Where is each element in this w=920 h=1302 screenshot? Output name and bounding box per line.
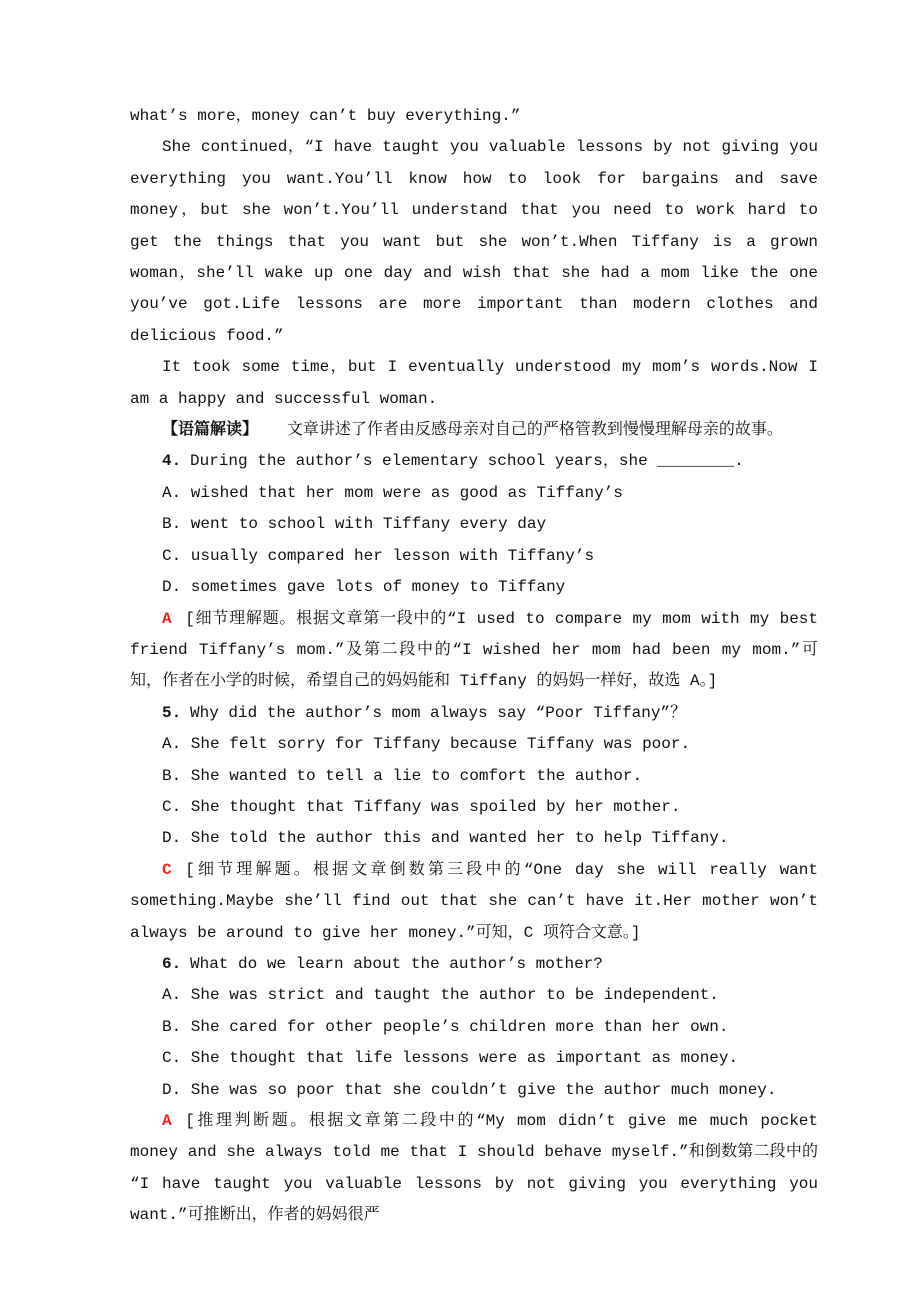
question-number: 4. [162,452,182,471]
body-paragraph [130,132,818,352]
answer-letter: A [162,1112,172,1130]
question-text: During the author’s elementary school years，she ________. [190,452,744,471]
option-text: C. She thought that life lessons were as important as money. [162,1049,739,1068]
option-text: A. She felt sorry for Tiffany because Tiffany was poor. [162,735,691,754]
explanation-text: [细节理解题。根据文章倒数第三段中的“One day she will really want something.Maybe she’ll find out that she can’t have it.Her mother won’t always be around to give her money.”可知，C 项符合文意。] [130,860,818,942]
option-text: B. She cared for other people’s children more than her own. [162,1017,729,1036]
option-text: C. usually compared her lesson with Tiffany’s [162,546,595,565]
option-text: B. She wanted to tell a lie to comfort the author. [162,766,643,785]
passage-analysis-note [130,415,818,446]
question-5 [130,698,818,729]
answer-letter: C [162,860,172,879]
question-5-option-b [130,761,818,792]
paragraph-text: She continued，“I have taught you valuable lessons by not giving you everything you want.You’ll know how to look for bargains and save money，but she won’t.You’ll understand that you need to work hard to get the things that you want but she won’t.When Tiffany is a grown woman，she’ll wake up one day and wish that she had a mom like the one you’ve got.Life lessons are more important than modern clothes and delicious food.” [130,138,818,345]
option-text: A. She was strict and taught the author to be independent. [162,986,719,1005]
question-text: Why did the author’s mom always say “Poor Tiffany”？ [190,703,687,722]
option-text: D. She was so poor that she couldn’t give the author much money. [162,1080,777,1099]
question-4-option-c [130,541,818,572]
answer-letter: A [162,609,172,628]
option-text: B. went to school with Tiffany every day [162,515,547,534]
question-6-option-c [130,1043,818,1074]
question-5-option-c [130,792,818,823]
question-6-option-a [130,980,818,1011]
question-6-answer-explanation [130,1106,818,1232]
question-6-option-b [130,1012,818,1043]
explanation-text: [细节理解题。根据文章第一段中的“I used to compare my mom with my best friend Tiffany’s mom.”及第二段中的“I wished her mom had been my mom.”可知，作者在小学的时候，希望自己的妈妈能和 Tiffany 的妈妈一样好，故选 A。] [130,609,818,691]
question-4-answer-explanation [130,604,818,698]
question-6 [130,949,818,980]
passage-analysis-label: 【语篇解读】 [162,421,259,440]
option-text: D. She told the author this and wanted her to help Tiffany. [162,829,729,848]
question-4-option-a [130,478,818,509]
option-text: D. sometimes gave lots of money to Tiffany [162,578,566,597]
question-5-option-d [130,823,818,854]
question-4-option-d [130,572,818,603]
question-number: 5. [162,703,182,722]
question-text: What do we learn about the author’s mother? [190,954,603,973]
body-paragraph-continuation [130,101,818,132]
passage-analysis-text: 文章讲述了作者由反感母亲对自己的严格管教到慢慢理解母亲的故事。 [286,421,783,440]
explanation-text: [推理判断题。根据文章第二段中的“My mom didn’t give me much pocket money and she always told me that I should behave myself.”和倒数第二段中的“I have taught you valuable lessons by not giving you everything you want.”可推断出，作者的妈妈很严 [130,1112,818,1225]
paragraph-text: It took some time，but I eventually understood my mom’s words.Now I am a happy and successful woman. [130,358,818,408]
option-text: A. wished that her mom were as good as Tiffany’s [162,483,623,502]
body-paragraph [130,352,818,415]
question-5-answer-explanation [130,855,818,949]
question-number: 6. [162,954,182,973]
option-text: C. She thought that Tiffany was spoiled by her mother. [162,797,681,816]
question-6-option-d [130,1075,818,1106]
paragraph-text: what’s more，money can’t buy everything.” [130,107,521,125]
question-5-option-a [130,729,818,760]
question-4-option-b [130,509,818,540]
question-4 [130,446,818,477]
